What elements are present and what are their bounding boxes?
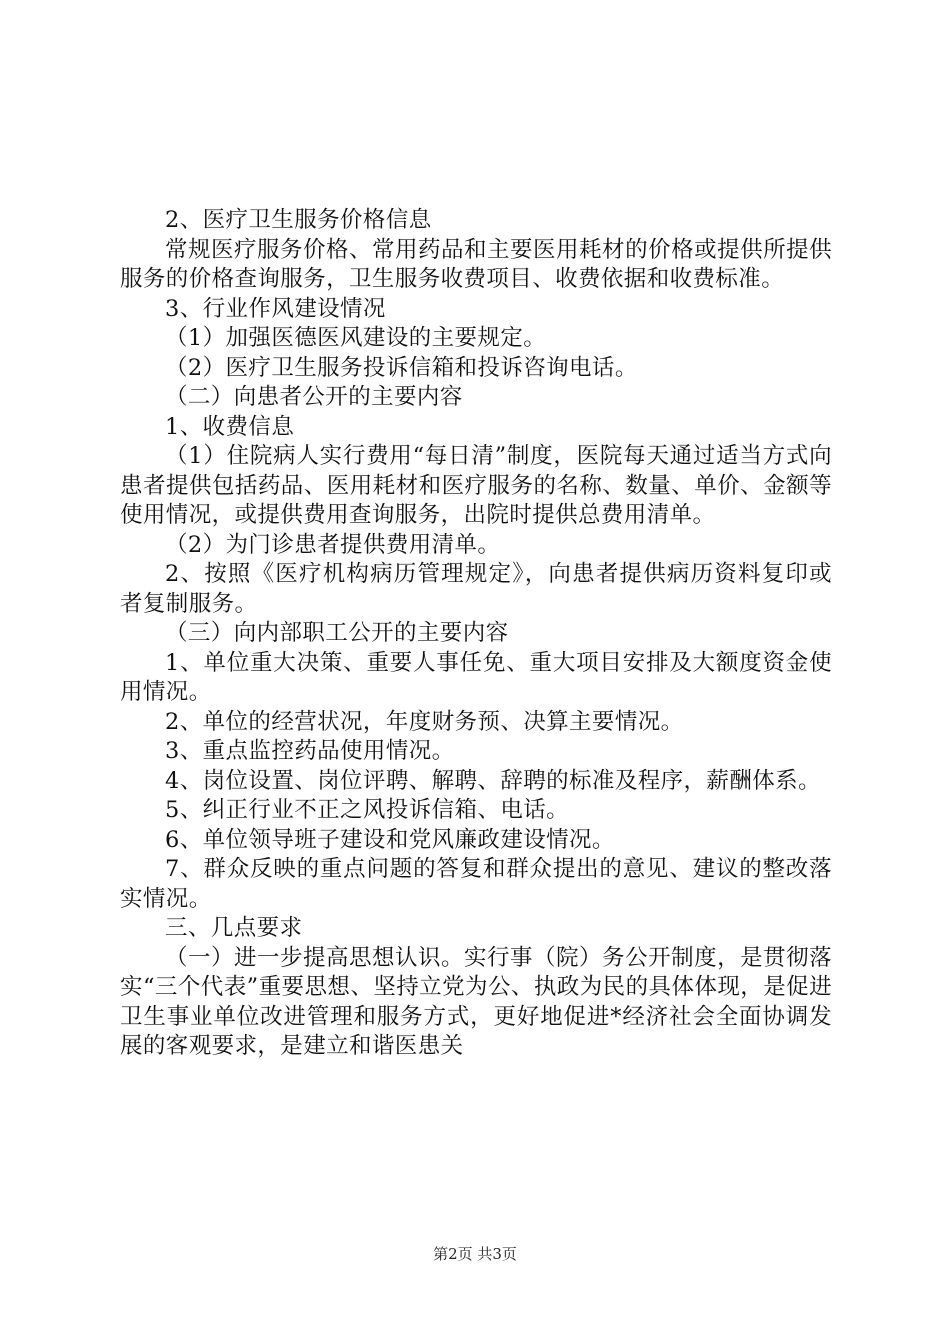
list-item-positions: 4、岗位设置、岗位评聘、解聘、辞聘的标准及程序，薪酬体系。 bbox=[165, 767, 821, 794]
heading-fee-info: 1、收费信息 bbox=[165, 413, 295, 440]
list-item-daily-bill: （1）住院病人实行费用“每日清”制度，医院每天通过适当方式向患者提供包括药品、医用耗材和医疗服务的名称、数量、单价、金额等使用情况，或提供费用查询服务，出院时提供总费用清单。 bbox=[120, 443, 832, 528]
list-item-leadership: 6、单位领导班子建设和党风廉政建设情况。 bbox=[165, 826, 615, 853]
paragraph-price-details: 常规医疗服务价格、常用药品和主要医用耗材的价格或提供所提供服务的价格查询服务，卫生服务收费项目、收费依据和收费标准。 bbox=[120, 236, 832, 292]
list-item-medical-ethics: （1）加强医德医风建设的主要规定。 bbox=[165, 325, 547, 351]
section-heading-requirements: 三、几点要求 bbox=[165, 915, 303, 941]
list-item-complaint-hotline: （2）医疗卫生服务投诉信箱和投诉咨询电话。 bbox=[165, 354, 638, 381]
list-item-complaints: 5、纠正行业不正之风投诉信箱、电话。 bbox=[165, 797, 570, 823]
list-item-major-decisions: 1、单位重大决策、重要人事任免、重大项目安排及大额度资金使用情况。 bbox=[120, 649, 832, 705]
page-footer: 第2页 共3页 bbox=[433, 1245, 517, 1263]
section-heading-patient-disclosure: （二）向患者公开的主要内容 bbox=[165, 384, 463, 410]
heading-price-info: 2、医疗卫生服务价格信息 bbox=[165, 207, 432, 233]
paragraph-awareness: （一）进一步提高思想认识。实行事（院）务公开制度，是贯彻落实“三个代表”重要思想、坚持立党为公、执政为民的具体体现，是促进卫生事业单位改进管理和服务方式，更好地促进*经济社会全面协调发展的客观要求，是建立和谐医患关 bbox=[120, 944, 832, 1059]
heading-industry-style: 3、行业作风建设情况 bbox=[165, 295, 386, 322]
document-body bbox=[120, 206, 832, 1062]
list-item-drug-monitoring: 3、重点监控药品使用情况。 bbox=[165, 738, 455, 764]
section-heading-staff-disclosure: （三）向内部职工公开的主要内容 bbox=[165, 620, 509, 646]
paragraph-medical-records: 2、按照《医疗机构病历管理规定》，向患者提供病历资料复印或者复制服务。 bbox=[120, 561, 832, 617]
list-item-operations: 2、单位的经营状况，年度财务预、决算主要情况。 bbox=[165, 708, 684, 735]
list-item-outpatient-bill: （2）为门诊患者提供费用清单。 bbox=[165, 531, 501, 558]
list-item-feedback: 7、群众反映的重点问题的答复和群众提出的意见、建议的整改落实情况。 bbox=[120, 856, 832, 912]
